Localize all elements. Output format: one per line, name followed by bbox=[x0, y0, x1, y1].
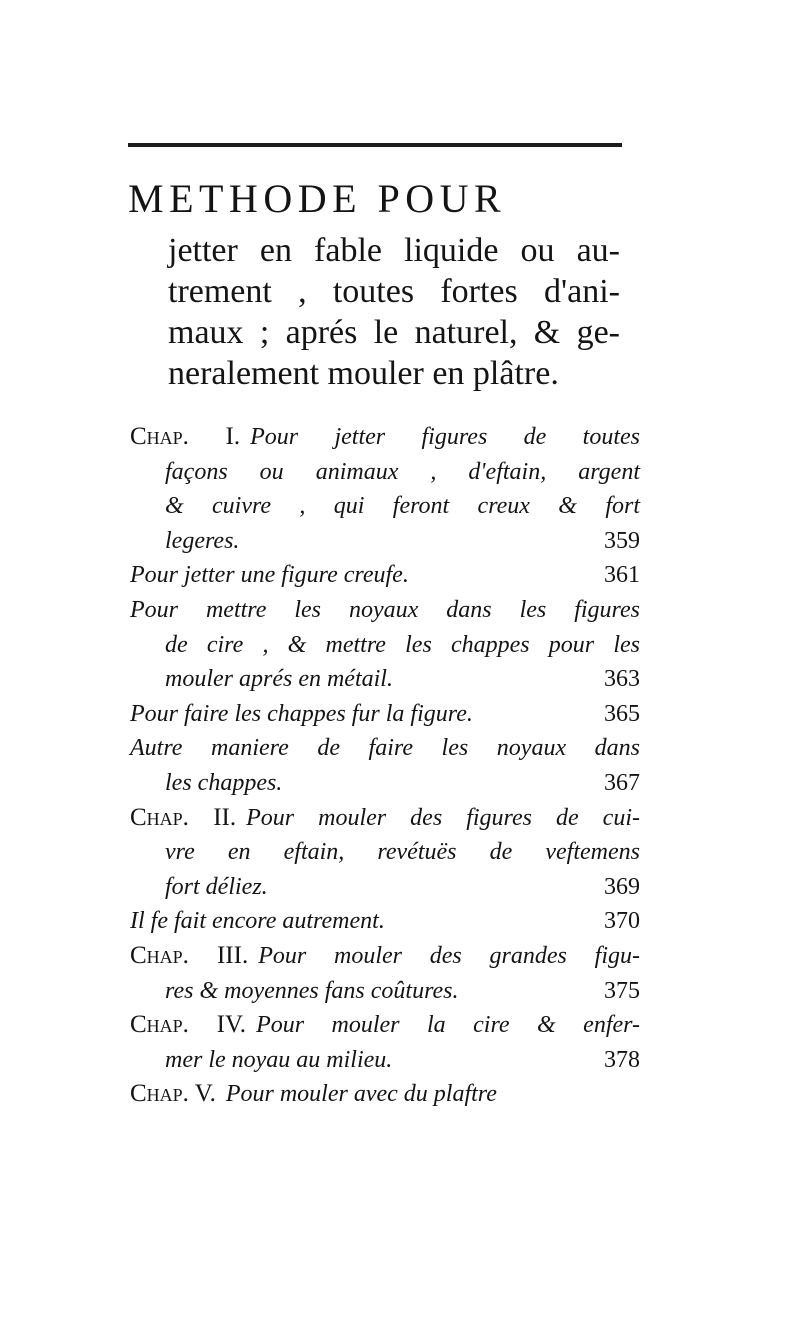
toc-entry bbox=[130, 420, 640, 558]
toc-line bbox=[130, 628, 640, 663]
page-number: 367 bbox=[604, 769, 640, 796]
toc-line bbox=[130, 558, 640, 593]
entry-title-text: & cuivre , qui feront creux & fort bbox=[165, 493, 640, 520]
entry-title-text: Autre maniere de faire les noyaux dans bbox=[130, 735, 640, 762]
chapter-label: Chap. IV. bbox=[130, 1011, 247, 1039]
toc-entry bbox=[130, 939, 640, 1008]
toc-line bbox=[130, 731, 640, 766]
toc-line bbox=[130, 489, 640, 524]
page-number: 369 bbox=[604, 873, 640, 900]
page-number: 370 bbox=[604, 908, 640, 935]
section-heading bbox=[128, 168, 648, 394]
heading-line: maux ; aprés le naturel, & ge- bbox=[168, 314, 620, 351]
toc-line-text bbox=[130, 697, 592, 732]
page-number: 363 bbox=[604, 666, 640, 693]
toc-line-text bbox=[165, 835, 640, 870]
toc-line-text bbox=[130, 558, 592, 593]
entry-title-text: fort déliez. bbox=[165, 873, 268, 900]
toc-entry bbox=[130, 697, 640, 732]
toc-line-text bbox=[130, 939, 640, 974]
heading-line: trement , toutes fortes d'ani- bbox=[168, 273, 620, 310]
toc-line bbox=[130, 524, 640, 559]
entry-title-text: Pour mettre les noyaux dans les figures bbox=[130, 596, 640, 623]
toc-line-text bbox=[165, 455, 640, 490]
toc-line bbox=[130, 420, 640, 455]
toc-line bbox=[130, 662, 640, 697]
entry-title-text: Pour mouler avec du plaftre bbox=[225, 1081, 497, 1108]
heading-line: METHODE POUR bbox=[128, 176, 507, 221]
page-number: 365 bbox=[604, 700, 640, 727]
entry-title-text: Pour mouler la cire & enfer- bbox=[256, 1012, 640, 1039]
entry-title-text: de cire , & mettre les chappes pour les bbox=[165, 631, 640, 658]
heading-line: jetter en fable liquide ou au- bbox=[168, 232, 620, 269]
toc-line bbox=[130, 1008, 640, 1043]
entry-title-text: vre en eftain, revétuës de veftemens bbox=[165, 839, 640, 866]
chapter-label: Chap. III. bbox=[130, 941, 249, 969]
page-number: 361 bbox=[604, 562, 640, 589]
entry-title-text: mer le noyau au milieu. bbox=[165, 1046, 393, 1073]
entry-title-text: Pour jetter une figure creufe. bbox=[130, 562, 409, 589]
chapter-label: Chap. II. bbox=[130, 803, 237, 831]
toc-line-text bbox=[165, 1043, 592, 1078]
entry-title-text: Pour faire les chappes fur la figure. bbox=[130, 700, 473, 727]
toc-line bbox=[130, 455, 640, 490]
toc-entry bbox=[130, 1008, 640, 1077]
toc-entry bbox=[130, 1077, 640, 1112]
toc-entry bbox=[130, 558, 640, 593]
entry-title-text: les chappes. bbox=[165, 769, 283, 796]
toc-line bbox=[130, 1077, 640, 1112]
toc-line-text bbox=[130, 420, 640, 455]
toc-entry bbox=[130, 731, 640, 800]
toc-line-text bbox=[165, 524, 592, 559]
toc-line-text bbox=[130, 1008, 640, 1043]
entry-title-text: Pour jetter figures de toutes bbox=[250, 424, 640, 450]
toc-line-text bbox=[130, 904, 592, 939]
toc-line-text bbox=[130, 1077, 640, 1112]
table-of-contents bbox=[130, 420, 640, 1112]
toc-line-text bbox=[165, 766, 592, 801]
toc-line bbox=[130, 835, 640, 870]
entry-title-text: façons ou animaux , d'eftain, argent bbox=[165, 458, 640, 485]
toc-line-text bbox=[130, 731, 640, 766]
toc-line bbox=[130, 870, 640, 905]
toc-line-text bbox=[130, 801, 640, 836]
toc-line-text bbox=[165, 628, 640, 663]
toc-line bbox=[130, 939, 640, 974]
page-number: 375 bbox=[604, 977, 640, 1004]
header-rule bbox=[128, 143, 622, 147]
heading-line: neralement mouler en plâtre. bbox=[168, 355, 559, 392]
toc-line bbox=[130, 593, 640, 628]
toc-line bbox=[130, 904, 640, 939]
entry-title-text: legeres. bbox=[165, 527, 240, 554]
page-number: 359 bbox=[604, 527, 640, 554]
toc-line bbox=[130, 801, 640, 836]
entry-title-text: Pour mouler des figures de cui- bbox=[246, 804, 640, 831]
toc-line bbox=[130, 1043, 640, 1078]
toc-line-text bbox=[165, 662, 592, 697]
chapter-label: Chap. V. bbox=[130, 1080, 216, 1108]
toc-line-text bbox=[165, 489, 640, 524]
entry-title-text: res & moyennes fans coûtures. bbox=[165, 977, 459, 1004]
chapter-label: Chap. I. bbox=[130, 423, 241, 450]
entry-title-text: Pour mouler des grandes figu- bbox=[258, 942, 640, 969]
toc-line-text bbox=[165, 870, 592, 905]
toc-entry bbox=[130, 593, 640, 697]
toc-line-text bbox=[130, 593, 640, 628]
toc-line bbox=[130, 766, 640, 801]
entry-title-text: Il fe fait encore autrement. bbox=[130, 908, 385, 935]
toc-line bbox=[130, 697, 640, 732]
entry-title-text: mouler aprés en métail. bbox=[165, 666, 393, 693]
toc-line bbox=[130, 974, 640, 1009]
toc-entry bbox=[130, 801, 640, 905]
toc-entry bbox=[130, 904, 640, 939]
page-number: 378 bbox=[604, 1046, 640, 1073]
toc-line-text bbox=[165, 974, 592, 1009]
